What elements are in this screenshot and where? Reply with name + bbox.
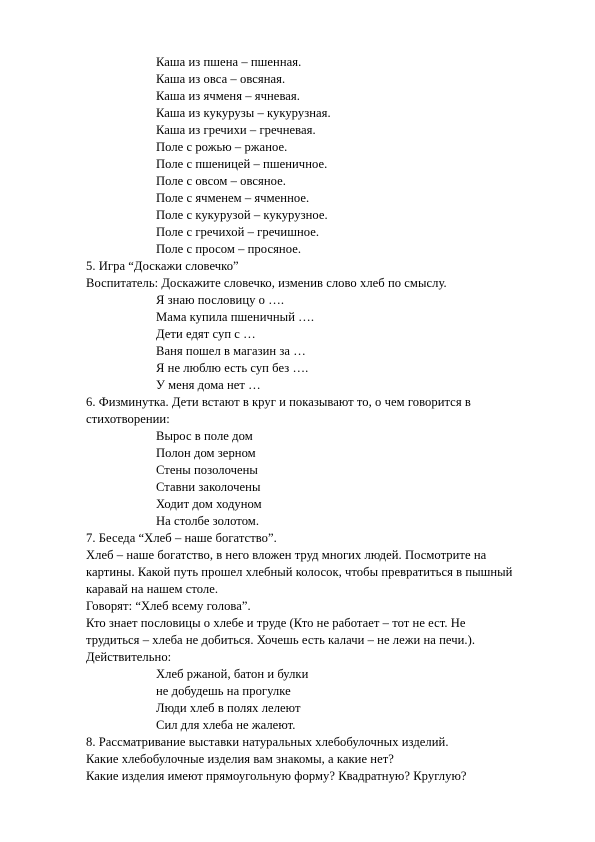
paragraph-line: трудиться – хлеба не добиться. Хочешь есть калачи – не лежи на печи.). bbox=[86, 633, 476, 647]
field-line: Поле с пшеницей – пшеничное. bbox=[156, 157, 328, 171]
game-line: Мама купила пшеничный …. bbox=[156, 310, 315, 324]
field-line: Поле с просом – просяное. bbox=[156, 242, 302, 256]
question-line: Какие изделия имеют прямоугольную форму? Квадратную? Круглую? bbox=[86, 769, 467, 783]
field-line: Поле с кукурузой – кукурузное. bbox=[156, 208, 328, 222]
paragraph-line: каравай на нашем столе. bbox=[86, 582, 219, 596]
poem-line: не добудешь на прогулке bbox=[156, 684, 291, 698]
poem-line: Стены позолочены bbox=[156, 463, 258, 477]
game-line: Я знаю пословицу о …. bbox=[156, 293, 285, 307]
section-6-heading: 6. Физминутка. Дети встают в круг и показывают то, о чем говорится в bbox=[86, 395, 471, 409]
field-line: Поле с рожью – ржаное. bbox=[156, 140, 288, 154]
paragraph-line: картины. Какой путь прошел хлебный колосок, чтобы превратиться в пышный bbox=[86, 565, 513, 579]
saying-line: Говорят: “Хлеб всему голова”. bbox=[86, 599, 251, 613]
indeed-line: Действительно: bbox=[86, 650, 172, 664]
paragraph-line: Кто знает пословицы о хлебе и труде (Кто не работает – тот не ест. Не bbox=[86, 616, 466, 630]
porridge-line: Каша из пшена – пшенная. bbox=[156, 55, 302, 69]
section-5-heading: 5. Игра “Доскажи словечко” bbox=[86, 259, 239, 273]
poem-line: Вырос в поле дом bbox=[156, 429, 253, 443]
porridge-line: Каша из кукурузы – кукурузная. bbox=[156, 106, 331, 120]
poem-line: Полон дом зерном bbox=[156, 446, 256, 460]
question-line: Какие хлебобулочные изделия вам знакомы, а какие нет? bbox=[86, 752, 394, 766]
poem-line: Хлеб ржаной, батон и булки bbox=[156, 667, 309, 681]
paragraph-line: Хлеб – наше богатство, в него вложен труд многих людей. Посмотрите на bbox=[86, 548, 487, 562]
porridge-line: Каша из ячменя – ячневая. bbox=[156, 89, 300, 103]
game-line: Дети едят суп с … bbox=[156, 327, 256, 341]
game-line: Я не люблю есть суп без …. bbox=[156, 361, 309, 375]
field-line: Поле с овсом – овсяное. bbox=[156, 174, 286, 188]
poem-line: Ходит дом ходуном bbox=[156, 497, 262, 511]
game-line: Ваня пошел в магазин за … bbox=[156, 344, 306, 358]
porridge-line: Каша из овса – овсяная. bbox=[156, 72, 286, 86]
section-6-heading-cont: стихотворении: bbox=[86, 412, 170, 426]
porridge-line: Каша из гречихи – гречневая. bbox=[156, 123, 316, 137]
section-7-heading: 7. Беседа “Хлеб – наше богатство”. bbox=[86, 531, 277, 545]
game-line: У меня дома нет … bbox=[156, 378, 261, 392]
poem-line: На столбе золотом. bbox=[156, 514, 260, 528]
poem-line: Сил для хлеба не жалеют. bbox=[156, 718, 296, 732]
field-line: Поле с гречихой – гречишное. bbox=[156, 225, 320, 239]
field-line: Поле с ячменем – ячменное. bbox=[156, 191, 310, 205]
poem-line: Ставни заколочены bbox=[156, 480, 261, 494]
poem-line: Люди хлеб в полях лелеют bbox=[156, 701, 301, 715]
section-5-instruction: Воспитатель: Доскажите словечко, изменив слово хлеб по смыслу. bbox=[86, 276, 447, 290]
section-8-heading: 8. Рассматривание выставки натуральных хлебобулочных изделий. bbox=[86, 735, 449, 749]
